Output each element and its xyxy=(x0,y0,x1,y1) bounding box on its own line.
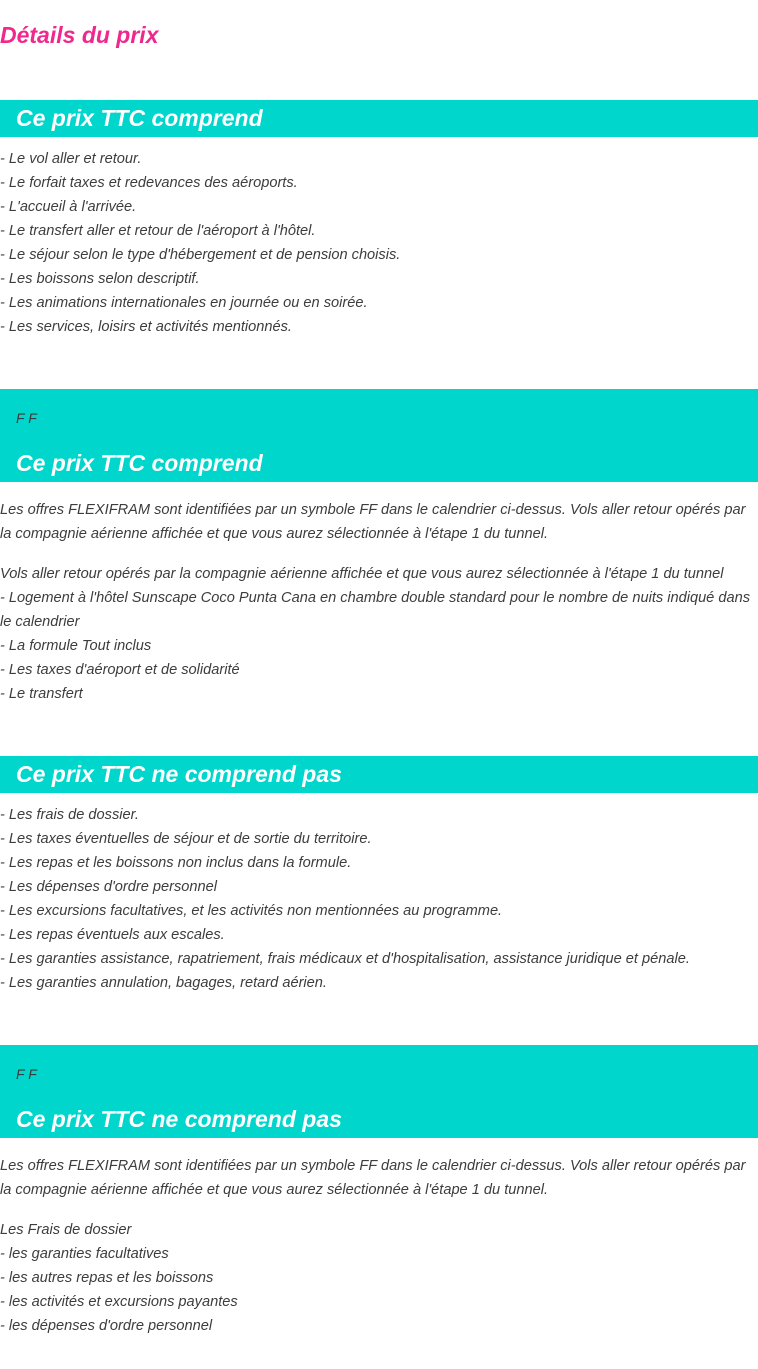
list-item: - Le séjour selon le type d'hébergement et de pension choisis. xyxy=(0,247,401,263)
list-item: - Les repas et les boissons non inclus dans la formule. xyxy=(0,855,352,871)
list-item: - les dépenses d'ordre personnel xyxy=(0,1318,213,1334)
list-item: - Le transfert aller et retour de l'aéroport à l'hôtel. xyxy=(0,223,316,239)
ff-tag: F F xyxy=(16,410,37,426)
list-item: - Les garanties annulation, bagages, retard aérien. xyxy=(0,975,327,991)
list-item: - les garanties facultatives xyxy=(0,1246,169,1262)
list-item: Les Frais de dossier xyxy=(0,1222,132,1238)
not-included-list xyxy=(0,803,758,995)
list-item: - Les boissons selon descriptif. xyxy=(0,271,200,287)
list-item: - les autres repas et les boissons xyxy=(0,1270,214,1286)
section-heading: Ce prix TTC ne comprend pas xyxy=(16,1106,342,1132)
list-item: - L'accueil à l'arrivée. xyxy=(0,199,137,215)
section-header-flexifram-included xyxy=(0,389,758,482)
list-item: - Les repas éventuels aux escales. xyxy=(0,927,225,943)
flexifram-included-content xyxy=(0,498,758,706)
list-item: - les activités et excursions payantes xyxy=(0,1294,238,1310)
ff-tag: F F xyxy=(16,1066,37,1082)
list-item: - Les taxes éventuelles de séjour et de sortie du territoire. xyxy=(0,831,372,847)
list-item: - La formule Tout inclus xyxy=(0,638,152,654)
list-item: - Les dépenses d'ordre personnel xyxy=(0,879,217,895)
flexifram-intro: Les offres FLEXIFRAM sont identifiées par un symbole FF dans le calendrier ci-dessus. Vols aller retour opérés par la compagnie aérienne affichée et que vous aurez sélectionnée à l'étape 1 du tunnel. xyxy=(0,1158,746,1198)
section-heading: Ce prix TTC comprend xyxy=(16,450,263,476)
list-item: - Le forfait taxes et redevances des aéroports. xyxy=(0,175,298,191)
section-heading: Ce prix TTC ne comprend pas xyxy=(16,761,342,787)
page-title: Détails du prix xyxy=(0,22,159,48)
list-item: - Logement à l'hôtel Sunscape Coco Punta Cana en chambre double standard pour le nombre de nuits indiqué dans le calendrier xyxy=(0,590,750,630)
flexifram-intro: Les offres FLEXIFRAM sont identifiées par un symbole FF dans le calendrier ci-dessus. Vols aller retour opérés par la compagnie aérienne affichée et que vous aurez sélectionnée à l'étape 1 du tunnel. xyxy=(0,502,746,542)
section-header-flexifram-not-included xyxy=(0,1045,758,1138)
list-item: - Les taxes d'aéroport et de solidarité xyxy=(0,662,240,678)
list-item: Vols aller retour opérés par la compagnie aérienne affichée et que vous aurez sélectionnée à l'étape 1 du tunnel xyxy=(0,566,724,582)
list-item: - Les garanties assistance, rapatriement, frais médicaux et d'hospitalisation, assistance juridique et pénale. xyxy=(0,951,690,967)
section-heading: Ce prix TTC comprend xyxy=(16,105,263,131)
list-item: - Le transfert xyxy=(0,686,83,702)
list-item: - Les services, loisirs et activités mentionnés. xyxy=(0,319,292,335)
list-item: - Les excursions facultatives, et les activités non mentionnées au programme. xyxy=(0,903,503,919)
included-list xyxy=(0,147,758,339)
list-item: - Les animations internationales en journée ou en soirée. xyxy=(0,295,368,311)
list-item: - Le vol aller et retour. xyxy=(0,151,142,167)
section-header-included xyxy=(0,100,758,137)
section-header-not-included xyxy=(0,756,758,793)
list-item: - Les frais de dossier. xyxy=(0,807,139,823)
flexifram-not-included-content xyxy=(0,1154,758,1338)
